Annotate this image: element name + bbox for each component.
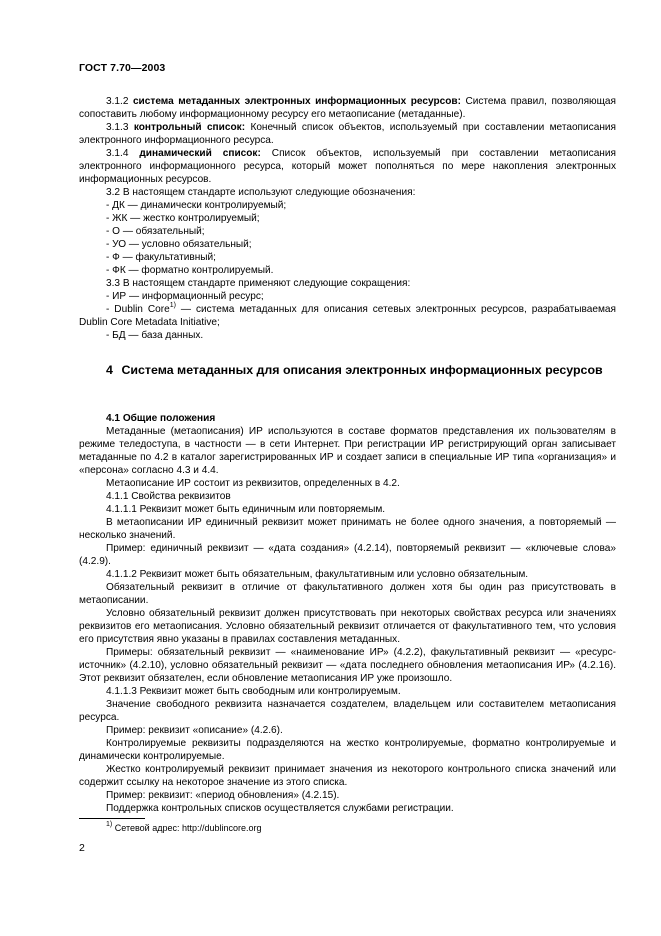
footnote-mark: 1) bbox=[169, 302, 176, 309]
paragraph: Контролируемые реквизиты подразделяются на жестко контролируемые, форматно контролируемые и динамически контролируемые. bbox=[79, 738, 616, 762]
paragraph: Метаописание ИР состоит из реквизитов, определенных в 4.2. bbox=[106, 478, 400, 489]
paragraph: 4.1.1.2 Реквизит может быть обязательным, факультативным или условно обязательным. bbox=[106, 569, 529, 580]
paragraph: Пример: реквизит: «период обновления» (4.2.15). bbox=[106, 790, 340, 801]
designation-item: - Ф — факультативный; bbox=[106, 252, 216, 263]
paragraph: В метаописании ИР единичный реквизит может принимать не более одного значения, а повторяемый — несколько значений. bbox=[79, 517, 616, 541]
paragraph: Жестко контролируемый реквизит принимает значения из некоторого контрольного списка значений или содержит ссылку на некоторое значение из этого списка. bbox=[79, 764, 616, 788]
paragraph: 4.1.1 Свойства реквизитов bbox=[106, 491, 231, 502]
designation-item: - О — обязательный; bbox=[106, 226, 205, 237]
footnote: $^{1)}$ Сетевой адрес: http://dublincore.org bbox=[106, 821, 262, 833]
designation-item: - УО — условно обязательный; bbox=[106, 239, 252, 250]
section-4-heading: 4 Система метаданных для описания электронных информационных ресурсов bbox=[106, 363, 603, 377]
paragraph: Пример: реквизит «описание» (4.2.6). bbox=[106, 725, 283, 736]
paragraph: Условно обязательный реквизит должен присутствовать при некоторых свойствах ресурса или значениях реквизитов его метаописания. Условно обязательный реквизит отличается от факультативного тем, что условия его присутствия явно указаны в правилах составления метаданных. bbox=[79, 608, 616, 645]
paragraph: Метаданные (метаописания) ИР используются в составе форматов представления их пользователям в режиме теледоступа, в частности — в сети Интернет. При регистрации ИР регистрирующий орган записывает метаданные по 4.2 в каталог зарегистрированных ИР и создает записи в специальные ИР типа «организация» и «персона» согласно 4.3 и 4.4. bbox=[79, 426, 616, 476]
designation-item: - ФК — форматно контролируемый. bbox=[106, 265, 274, 276]
footnote-divider bbox=[79, 818, 145, 819]
subsection-heading: 4.1 Общие положения bbox=[106, 413, 216, 424]
page-header: ГОСТ 7.70—2003 bbox=[79, 62, 166, 74]
abbreviation-item: - БД — база данных. bbox=[106, 330, 204, 341]
designation-item: - ДК — динамически контролируемый; bbox=[106, 200, 287, 211]
abbreviation-item: - ИР — информационный ресурс; bbox=[106, 291, 264, 302]
paragraph: Обязательный реквизит в отличие от факультативного должен хотя бы один раз присутствовать в метаописании. bbox=[79, 582, 616, 606]
definition-3-1-2: 3.1.2 система метаданных электронных информационных ресурсов: Система правил, позволяющая сопоставить любому информационному ресурсу его метаописание (метаданные). bbox=[79, 96, 616, 120]
section-4-1-block bbox=[79, 412, 616, 815]
paragraph: Пример: единичный реквизит — «дата создания» (4.2.14), повторяемый реквизит — «ключевые слова» (4.2.9). bbox=[79, 543, 616, 567]
paragraph: Поддержка контрольных списков осуществляется службами регистрации. bbox=[106, 803, 454, 814]
definitions-block bbox=[79, 95, 616, 342]
designation-item: - ЖК — жестко контролируемый; bbox=[106, 213, 260, 224]
page-number: 2 bbox=[79, 842, 85, 854]
abbreviations-intro: 3.3 В настоящем стандарте применяют следующие сокращения: bbox=[106, 278, 411, 289]
definition-3-1-4: 3.1.4 динамический список: Список объектов, используемый при составлении метаописания электронного информационного ресурса, который может пополняться по мере накопления электронных информационных ресурсов. bbox=[79, 148, 616, 185]
paragraph: 4.1.1.1 Реквизит может быть единичным или повторяемым. bbox=[106, 504, 386, 515]
paragraph: 4.1.1.3 Реквизит может быть свободным или контролируемым. bbox=[106, 686, 401, 697]
paragraph: Значение свободного реквизита назначается создателем, владельцем или составителем метаописания ресурса. bbox=[79, 699, 616, 723]
paragraph: Примеры: обязательный реквизит — «наименование ИР» (4.2.2), факультативный реквизит — «ресурс-источник» (4.2.10), условно обязательный реквизит — «дата последнего обновления метаописания ИР» (4.2.16). Этот реквизит обязателен, если обновление метаописания ИР уже произошло. bbox=[79, 647, 616, 684]
definition-3-1-3: 3.1.3 контрольный список: Конечный список объектов, используемый при составлении метаописания электронного информационного ресурса. bbox=[79, 122, 617, 146]
abbreviation-item-dublin-core: - Dublin Core$^{1)}$ — система метаданных для описания сетевых электронных ресурсов, разрабатываемая Dublin Core Metadata Initiative; bbox=[79, 302, 616, 328]
designations-intro: 3.2 В настоящем стандарте используют следующие обозначения: bbox=[106, 187, 416, 198]
